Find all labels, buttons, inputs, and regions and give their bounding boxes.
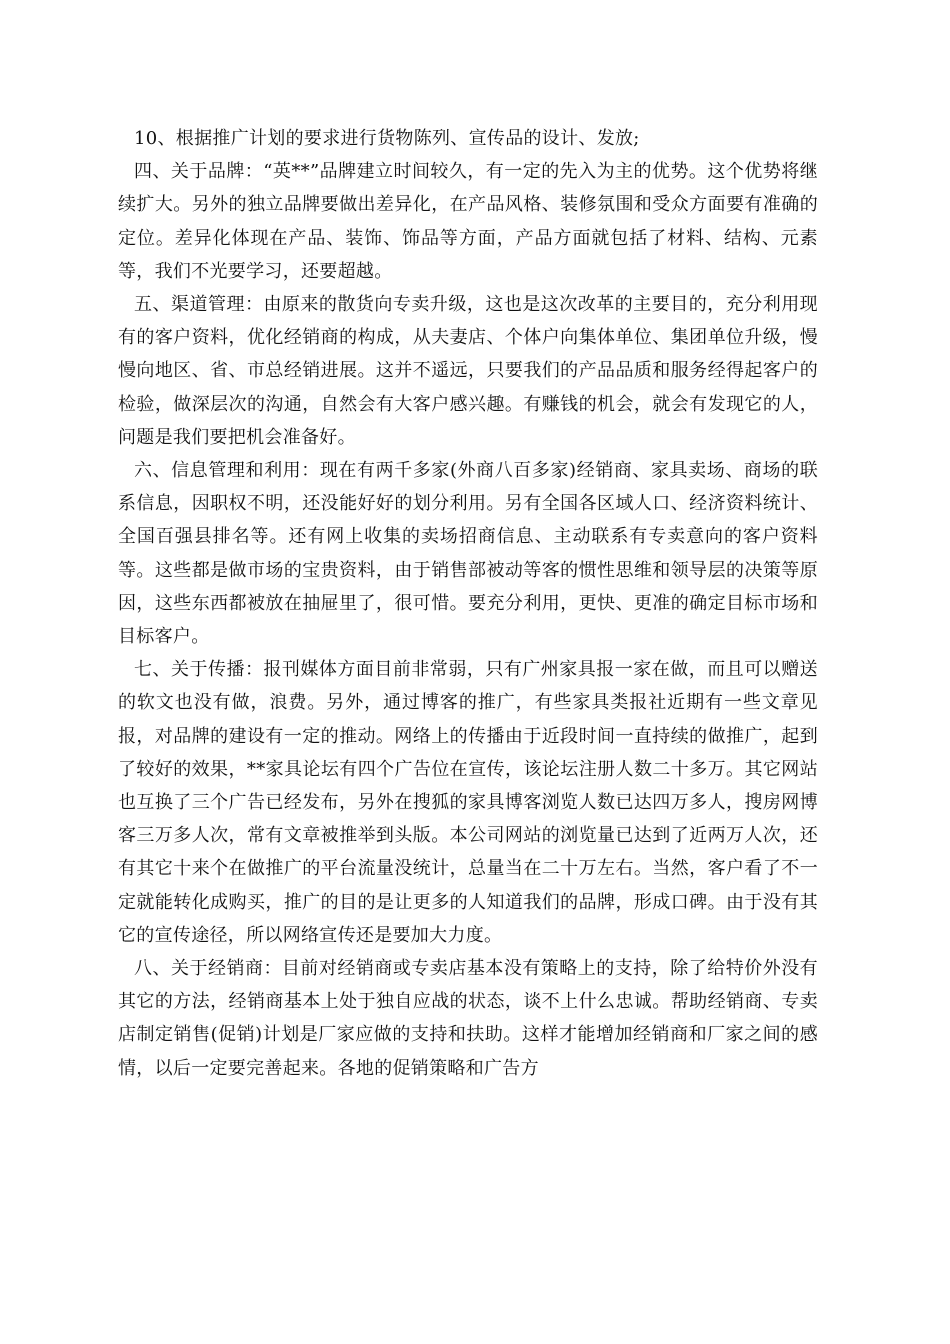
paragraph-communication: 七、关于传播：报刊媒体方面目前非常弱，只有广州家具报一家在做，而且可以赠送的软文也没有做，浪费。另外，通过博客的推广，有些家具类报社近期有一些文章见报，对品牌的建设有一定的推动。网络上的传播由于近段时间一直持续的做推广，起到了较好的效果，**家具论坛有四个广告位在宣传，该论坛注册人数二十多万。其它网站也互换了三个广告已经发布，另外在搜狐的家具博客浏览人数已达四万多人，搜房网博客三万多人次，常有文章被推举到头版。本公司网站的浏览量已达到了近两万人次，还有其它十来个在做推广的平台流量没统计，总量当在二十万左右。当然，客户看了不一定就能转化成购买，推广的目的是让更多的人知道我们的品牌，形成口碑。由于没有其它的宣传途径，所以网络宣传还是要加大力度。 xyxy=(118,659,818,946)
paragraph-information-management: 六、信息管理和利用：现在有两千多家(外商八百多家)经销商、家具卖场、商场的联系信息，因职权不明，还没能好好的划分利用。另有全国各区域人口、经济资料统计、全国百强县排名等。还有网上收集的卖场招商信息、主动联系有专卖意向的客户资料等。这些都是做市场的宝贵资料，由于销售部被动等客的惯性思维和领导层的决策等原因，这些东西都被放在抽屉里了，很可惜。要充分利用，更快、更准的确定目标市场和目标客户。 xyxy=(118,460,818,648)
paragraph-distributors: 八、关于经销商：目前对经销商或专卖店基本没有策略上的支持，除了给特价外没有其它的方法，经销商基本上处于独自应战的状态，谈不上什么忠诚。帮助经销商、专卖店制定销售(促销)计划是厂家应做的支持和扶助。这样才能增加经销商和厂家之间的感情，以后一定要完善起来。各地的促销策略和广告方 xyxy=(118,958,818,1079)
paragraph-item-10-display: 10、根据推广计划的要求进行货物陈列、宣传品的设计、发放; xyxy=(134,128,640,149)
document-body xyxy=(118,122,818,1085)
paragraph-brand: 四、关于品牌：“英**”品牌建立时间较久，有一定的先入为主的优势。这个优势将继续扩大。另外的独立品牌要做出差异化，在产品风格、装修氛围和受众方面要有准确的定位。差异化体现在产品、装饰、饰品等方面，产品方面就包括了材料、结构、元素等，我们不光要学习，还要超越。 xyxy=(118,161,818,282)
paragraph-channel-management: 五、渠道管理：由原来的散货向专卖升级，这也是这次改革的主要目的，充分利用现有的客户资料，优化经销商的构成，从夫妻店、个体户向集体单位、集团单位升级，慢慢向地区、省、市总经销进展。这并不遥远，只要我们的产品品质和服务经得起客户的检验，做深层次的沟通，自然会有大客户感兴趣。有赚钱的机会，就会有发现它的人，问题是我们要把机会准备好。 xyxy=(118,294,818,448)
